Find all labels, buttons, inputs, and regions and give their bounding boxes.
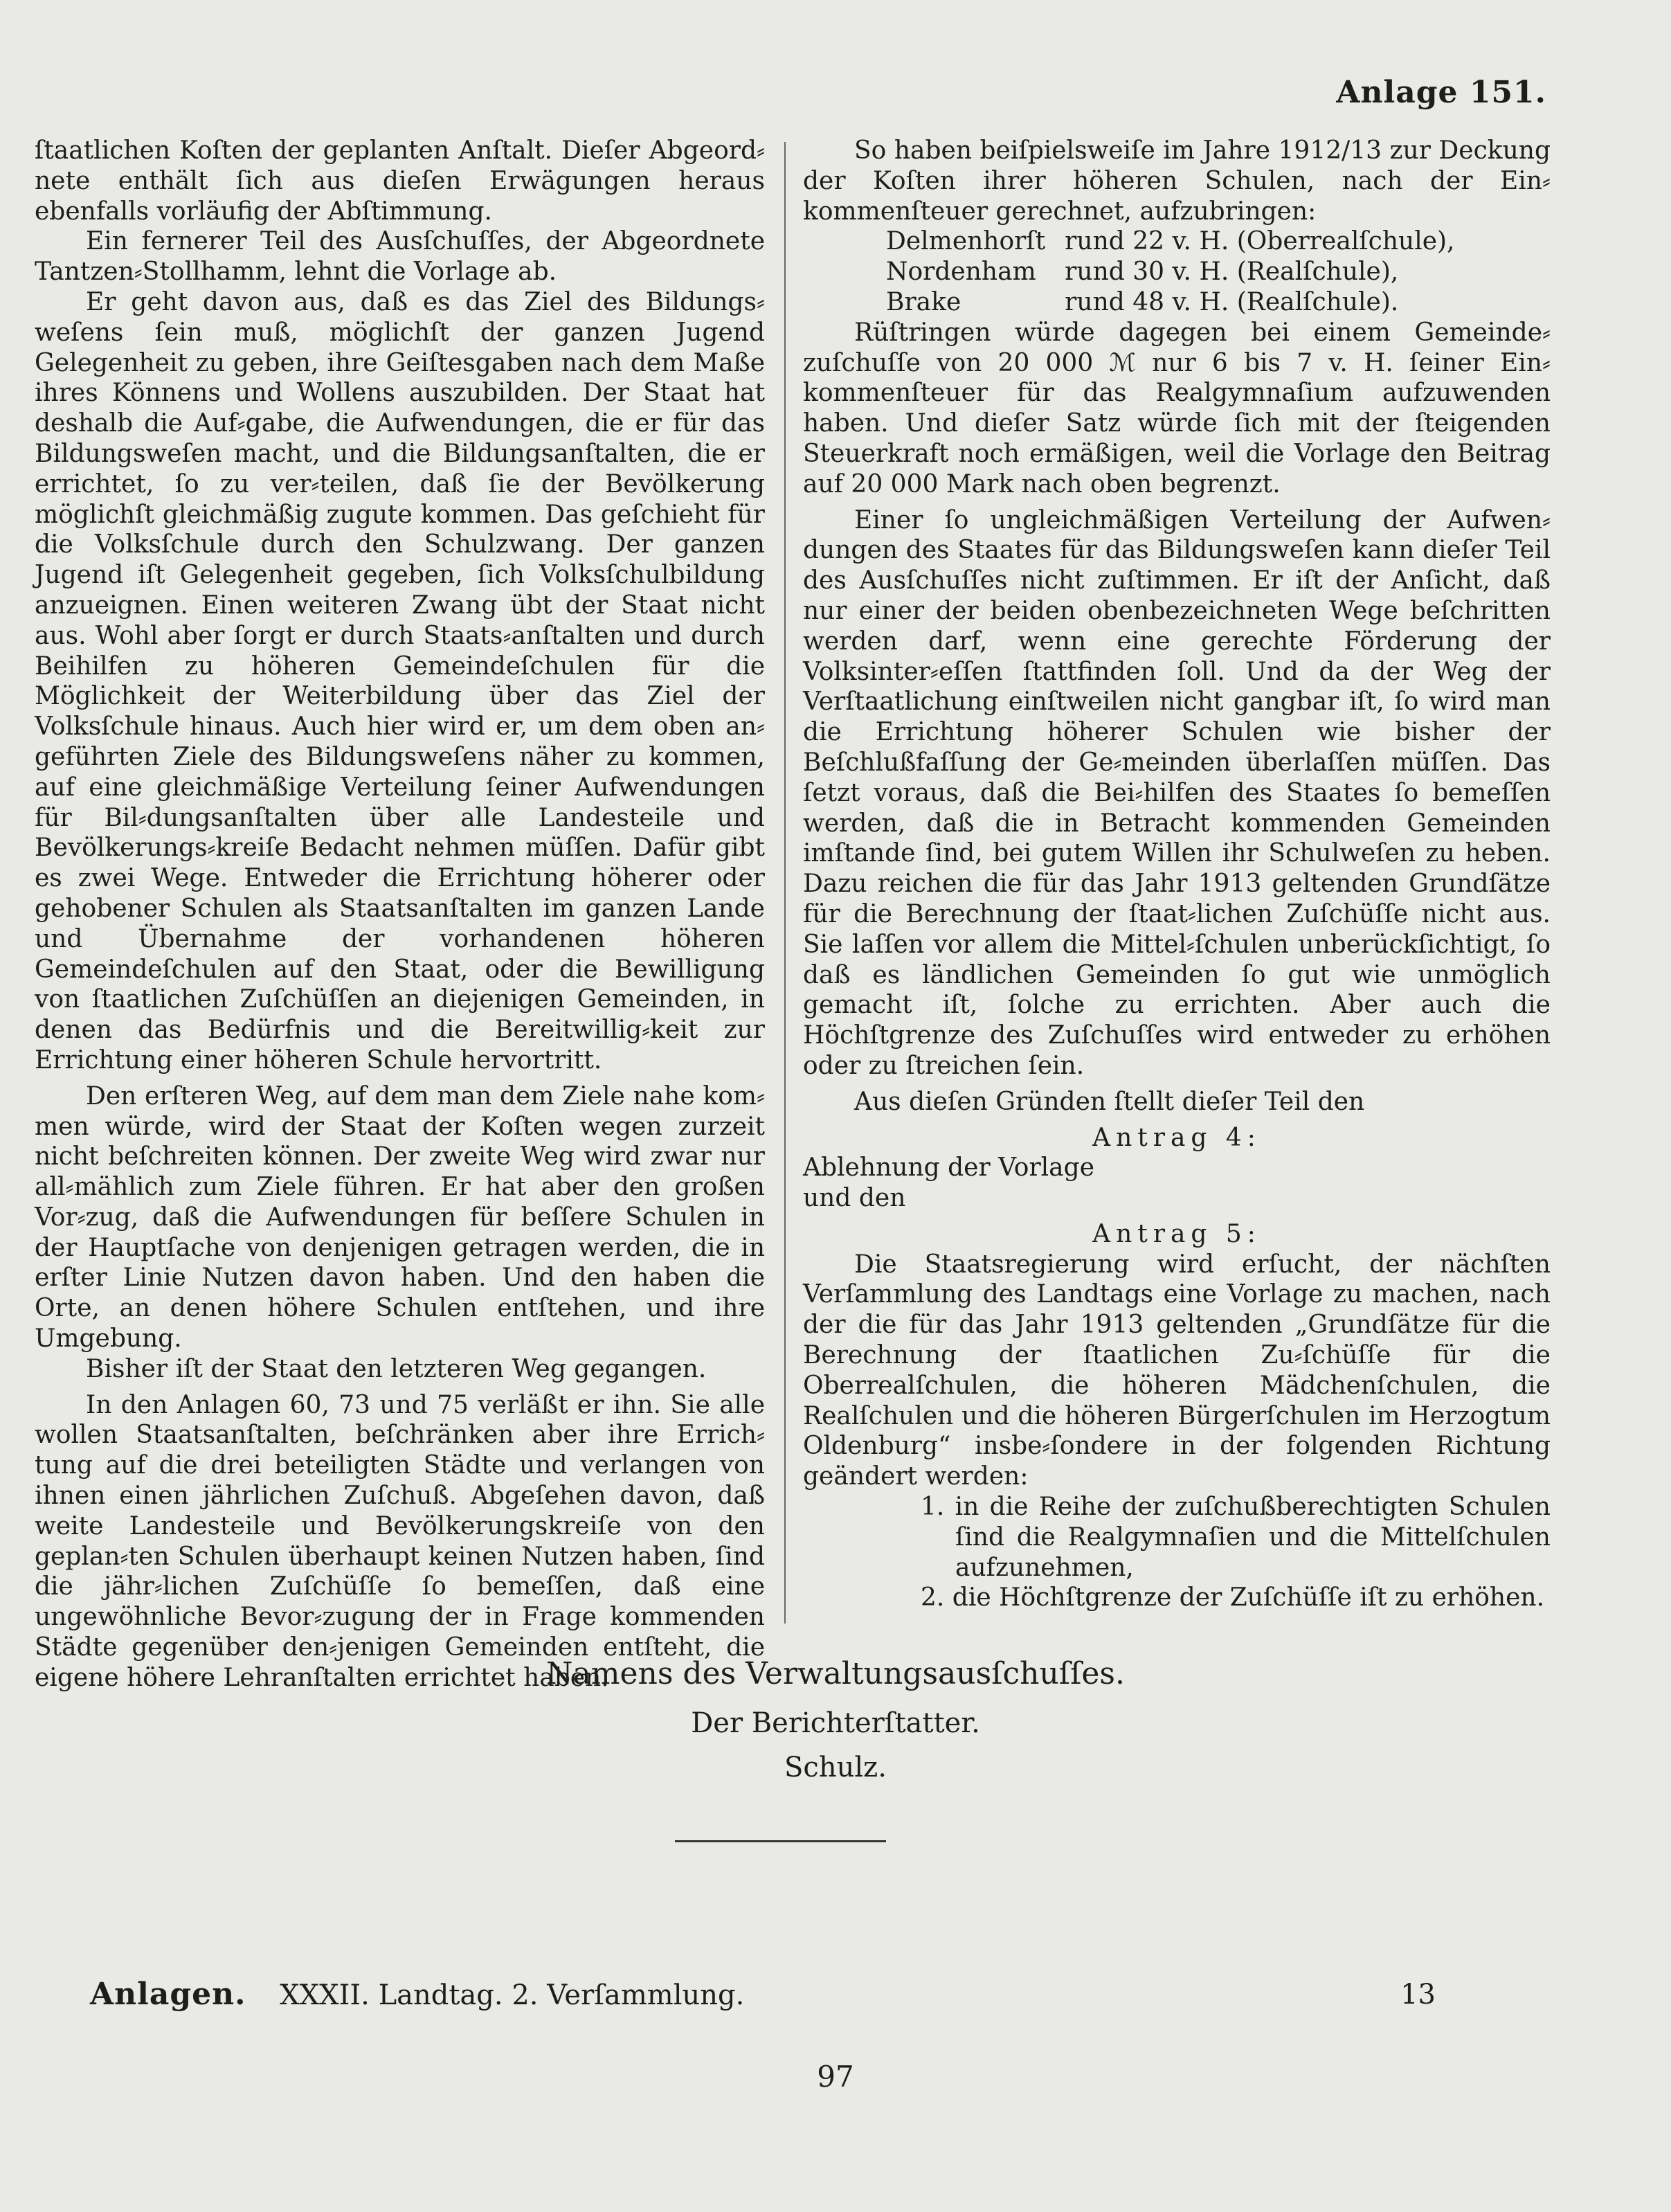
paragraph: Rüſtringen würde dagegen bei einem Gemeinde⸗zuſchuſſe von 20 000 ℳ nur 6 bis 7 v. H. ſeiner Ein⸗kommenſteuer für das Realgymnaſium aufzuwenden haben. Und dieſer Satz würde ſich mit der ſteigenden Steuerkraft noch ermäßigen, weil die Vorlage den Beitrag auf 20 000 Mark nach oben begrenzt. [803,318,1551,498]
antrag-5-list [921,1492,1551,1613]
paragraph: Den erſteren Weg, auf dem man dem Ziele nahe kom⸗men würde, wird der Staat der Koſten wegen zurzeit nicht beſchreiten können. Der zweite Weg wird zwar nur all⸗mählich zum Ziele führen. Er hat aber den großen Vor⸗zug, daß die Aufwendungen für beſſere Schulen in der Hauptſache von denjenigen getragen werden, die in erſter Linie Nutzen davon haben. Und den haben die Orte, an denen höhere Schulen entſtehen, und ihre Umgebung. [35,1081,765,1354]
page-number: 97 [817,2060,854,2094]
signature-role: Der Berichterſtatter. [691,1707,980,1739]
signature-name: Schulz. [784,1752,887,1783]
table-cell-place: Nordenham [886,258,1036,287]
table-cell-place: Brake [886,287,961,316]
antrag-4-heading: Antrag 4: [1092,1123,1261,1152]
table-cell-value: rund 48 v. H. (Realſchule). [1065,287,1399,316]
table-row [886,257,1474,287]
antrag-5-heading: Antrag 5: [1092,1219,1261,1248]
paragraph: Ein fernerer Teil des Ausſchuſſes, der Abgeordnete Tantzen⸗Stollhamm, lehnt die Vorlage ab. [35,227,765,287]
antrag-5-text: Die Staatsregierung wird erſucht, der nächſten Verſammlung des Landtags eine Vorlage zu machen, nach der die für das Jahr 1913 geltenden „Grundſätze für die Berechnung der ſtaatlichen Zu⸗ſchüſſe für die Oberrealſchulen, die höheren Mädchenſchulen, die Realſchulen und die höheren Bürgerſchulen im Herzogtum Oldenburg“ insbe⸗ſondere in der folgenden Richtung geändert werden: [803,1250,1551,1491]
list-item: 1. in die Reihe der zuſchußberechtigten Schulen ſind die Realgymnaſien und die Mittelſchulen aufzunehmen, [921,1493,1551,1582]
antrag-4-text: Ablehnung der Vorlage [803,1153,1094,1183]
table-cell-value: rund 22 v. H. (Oberrealſchule), [1065,227,1455,256]
list-item: 2. die Höchſtgrenze der Zuſchüſſe iſt zu erhöhen. [921,1583,1545,1612]
right-column [803,136,1551,1613]
page-footer [90,1977,744,2012]
page-header-title: Anlage 151. [1336,75,1546,110]
paragraph: In den Anlagen 60, 73 und 75 verläßt er ihn. Sie alle wollen Staatsanſtalten, beſchränken aber ihre Errich⸗tung auf die drei beteiligten Städte und verlangen von ihnen einen jährlichen Zuſchuß. Abgeſehen davon, daß weite Landesteile und Bevölkerungskreiſe von den geplan⸗ten Schulen überhaupt keinen Nutzen haben, ſind die jähr⸗lichen Zuſchüſſe ſo bemeſſen, daß eine ungewöhnliche Bevor⸗zugung der in Frage kommenden Städte gegenüber den⸗jenigen Gemeinden entſteht, die eigene höhere Lehranſtalten errichtet haben. [35,1390,765,1692]
sheet-number: 13 [1400,1979,1436,2011]
paragraph: ſtaatlichen Koſten der geplanten Anſtalt. Dieſer Abgeord⸗nete enthält ſich aus dieſen Erwägungen heraus ebenfalls vorläufig der Abſtimmung. [35,136,765,226]
table-cell-value: rund 30 v. H. (Realſchule), [1065,258,1399,287]
table-cell-place: Delmenhorſt [886,227,1046,256]
footer-label: Anlagen. [90,1977,246,2012]
paragraph: Einer ſo ungleichmäßigen Verteilung der Aufwen⸗dungen des Staates für das Bildungsweſen kann dieſer Teil des Ausſchuſſes nicht zuſtimmen. Er iſt der Anſicht, daß nur einer der beiden obenbezeichneten Wege beſchritten werden darf, wenn eine gerechte Förderung der Volksinter⸗eſſen ſtattfinden ſoll. Und da der Weg der Verſtaatlichung einſtweilen nicht gangbar iſt, ſo wird man die Errichtung höherer Schulen wie bisher der Beſchlußfaſſung der Ge⸗meinden überlaſſen müſſen. Das ſetzt voraus, daß die Bei⸗hilfen des Staates ſo bemeſſen werden, daß die in Betracht kommenden Gemeinden imſtande ſind, bei gutem Willen ihr Schulweſen zu heben. Dazu reichen die für das Jahr 1913 geltenden Grundſätze für die Berechnung der ſtaat⸗lichen Zuſchüſſe nicht aus. Sie laſſen vor allem die Mittel⸗ſchulen unberückſichtigt, ſo daß es ländlichen Gemeinden ſo gut wie unmöglich gemacht iſt, ſolche zu errichten. Aber auch die Höchſtgrenze des Zuſchuſſes wird entweder zu erhöhen oder zu ſtreichen ſein. [803,505,1551,1080]
table-row [886,226,1474,257]
footer-text: XXXII. Landtag. 2. Verſammlung. [280,1979,745,2011]
divider-rule [675,1840,886,1842]
left-column [35,136,765,1693]
tax-table [886,226,1474,317]
column-divider [784,142,786,1624]
paragraph: Aus dieſen Gründen ſtellt dieſer Teil den [854,1087,1365,1116]
paragraph: Bisher iſt der Staat den letzteren Weg gegangen. [86,1354,707,1383]
signature-committee: Namens des Verwaltungsausſchuſſes. [546,1656,1125,1691]
paragraph: Er geht davon aus, daß es das Ziel des Bildungs⸗weſens ſein muß, möglichſt der ganzen Jugend Gelegenheit zu geben, ihre Geiſtesgaben nach dem Maße ihres Könnens und Wollens auszubilden. Der Staat hat deshalb die Auf⸗gabe, die Aufwendungen, die er für das Bildungsweſen macht, und die Bildungsanſtalten, die er errichtet, ſo zu ver⸗teilen, daß ſie der Bevölkerung möglichſt gleichmäßig zugute kommen. Das geſchieht für die Volksſchule durch den Schulzwang. Der ganzen Jugend iſt Gelegenheit gegeben, ſich Volksſchulbildung anzueignen. Einen weiteren Zwang übt der Staat nicht aus. Wohl aber ſorgt er durch Staats⸗anſtalten und durch Beihilfen zu höheren Gemeindeſchulen für die Möglichkeit der Weiterbildung über das Ziel der Volksſchule hinaus. Auch hier wird er, um dem oben an⸗geführten Ziele des Bildungsweſens näher zu kommen, auf eine gleichmäßige Verteilung ſeiner Aufwendungen für Bil⸗dungsanſtalten über alle Landesteile und Bevölkerungs⸗kreiſe Bedacht nehmen müſſen. Dafür gibt es zwei Wege. Entweder die Errichtung höherer oder gehobener Schulen als Staatsanſtalten im ganzen Lande und Übernahme der vorhandenen höheren Gemeindeſchulen auf den Staat, oder die Bewilligung von ſtaatlichen Zuſchüſſen an diejenigen Gemeinden, in denen das Bedürfnis und die Bereitwillig⸗keit zur Errichtung einer höheren Schule hervortritt. [35,287,765,1074]
connector-text: und den [803,1184,906,1213]
paragraph: So haben beiſpielsweiſe im Jahre 1912/13 zur Deckung der Koſten ihrer höheren Schulen, nach der Ein⸗kommenſteuer gerechnet, aufzubringen: [803,136,1551,226]
table-row [886,287,1474,318]
